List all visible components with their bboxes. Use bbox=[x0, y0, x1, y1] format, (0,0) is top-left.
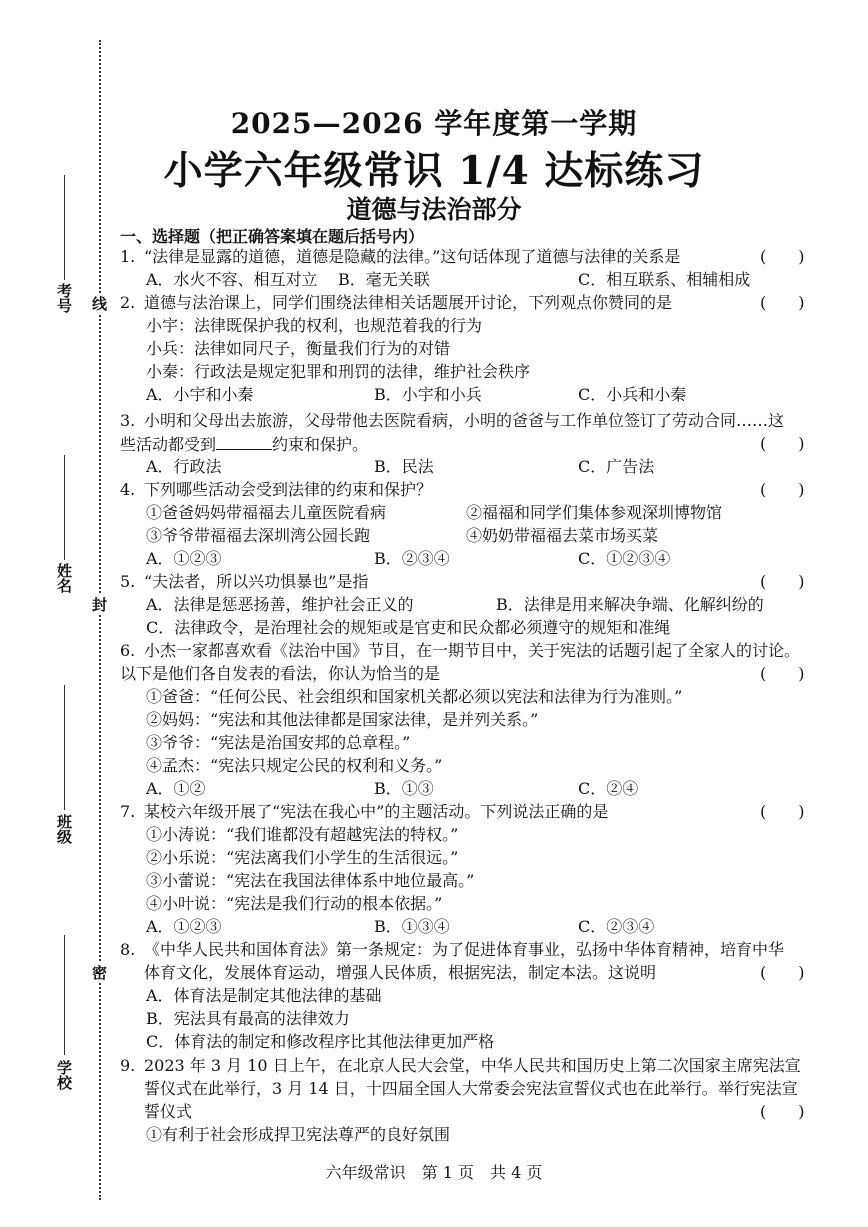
answer-paren[interactable]: ( ) bbox=[760, 572, 805, 591]
question-stem-part: 些活动都受到 bbox=[120, 435, 217, 454]
option-b: B．①③④ bbox=[374, 917, 450, 936]
question-stem: 小杰一家都喜欢看《法治中国》节目，在一期节目中，关于宪法的话题引起了全家人的讨论。 bbox=[144, 641, 801, 660]
statement-line: 小宇：法律既保护我的权利，也规范着我的行为 bbox=[146, 316, 483, 335]
answer-paren[interactable]: ( ) bbox=[760, 480, 805, 499]
option-a: A．法律是惩恶扬善，维护社会正义的 bbox=[146, 595, 414, 614]
answer-paren[interactable]: ( ) bbox=[760, 293, 805, 312]
option-a: A．①② bbox=[146, 779, 206, 798]
statement-line: ④孟杰：“宪法只规定公民的权利和义务。” bbox=[146, 756, 443, 775]
option-c: C．体育法的制定和修改程序比其他法律更加严格 bbox=[146, 1032, 495, 1051]
label-school: 学校 bbox=[55, 1060, 73, 1090]
answer-paren[interactable]: ( ) bbox=[760, 963, 805, 982]
question-7 bbox=[120, 800, 820, 938]
option-c: C．②④ bbox=[578, 779, 639, 798]
school-line bbox=[64, 935, 65, 1055]
statement-line: ③小蕾说：“宪法在我国法律体系中地位最高。” bbox=[146, 871, 475, 890]
statement-line: ③爷爷：“宪法是治国安邦的总章程。” bbox=[146, 733, 411, 752]
question-number: 1. bbox=[120, 247, 136, 266]
seal-mark-seal: 封 bbox=[92, 596, 108, 614]
option-c: C．广告法 bbox=[578, 457, 655, 476]
question-5 bbox=[120, 570, 820, 639]
question-stem-part: 约束和保护。 bbox=[272, 435, 369, 454]
option-c: C．小兵和小秦 bbox=[578, 385, 687, 404]
label-class: 班级 bbox=[55, 814, 73, 844]
statement-line: 小秦：行政法是规定犯罪和刑罚的法律，维护社会秩序 bbox=[146, 362, 531, 381]
statement-line: ④小叶说：“宪法是我们行动的根本依据。” bbox=[146, 894, 443, 913]
exam-subtitle: 道德与法治部分 bbox=[346, 195, 522, 224]
option-b: B．宪法具有最高的法律效力 bbox=[146, 1009, 350, 1028]
option-b: B．①③ bbox=[374, 779, 434, 798]
question-number: 9. bbox=[120, 1056, 136, 1075]
question-stem: 《中华人民共和国体育法》第一条规定：为了促进体育事业，弘扬中华体育精神，培育中华 bbox=[144, 940, 785, 959]
label-exam-number: 考号 bbox=[55, 283, 73, 313]
activity-item: ③爷爷带福福去深圳湾公园长跑 bbox=[146, 526, 371, 545]
question-stem: 誓仪式 bbox=[144, 1102, 193, 1121]
option-b: B．法律是用来解决争端、化解纠纷的 bbox=[496, 595, 764, 614]
statement-line: 小兵：法律如同尺子，衡量我们行为的对错 bbox=[146, 339, 451, 358]
answer-paren[interactable]: ( ) bbox=[760, 664, 805, 683]
label-name: 姓名 bbox=[55, 563, 73, 593]
question-number: 8. bbox=[120, 940, 136, 959]
activity-item: ④奶奶带福福去菜市场买菜 bbox=[466, 526, 659, 545]
question-number: 5. bbox=[120, 572, 136, 591]
option-b: B．毫无关联 bbox=[338, 270, 430, 289]
exam-title: 小学六年级常识 1/4 达标练习 bbox=[163, 148, 705, 194]
question-stem: 小明和父母出去旅游，父母带他去医院看病，小明的爸爸与工作单位签订了劳动合同……这 bbox=[144, 411, 785, 430]
question-9 bbox=[120, 1054, 820, 1146]
question-stem: 某校六年级开展了“宪法在我心中”的主题活动。下列说法正确的是 bbox=[144, 802, 609, 821]
question-stem: 2023 年 3 月 10 日上午，在北京人民大会堂，中华人民共和国历史上第二次国家主席宪法宣 bbox=[144, 1056, 801, 1075]
page-footer: 六年级常识 第 1 页 共 4 页 bbox=[325, 1163, 543, 1182]
name-line bbox=[64, 455, 65, 560]
question-number: 7. bbox=[120, 802, 136, 821]
question-6 bbox=[120, 639, 820, 800]
activity-item: ①爸爸妈妈带福福去儿童医院看病 bbox=[146, 503, 387, 522]
question-stem: 下列哪些活动会受到法律的约束和保护？ bbox=[144, 480, 433, 499]
option-b: B．小宇和小兵 bbox=[374, 385, 482, 404]
fill-blank[interactable] bbox=[216, 432, 272, 450]
statement-line: ②妈妈：“宪法和其他法律都是国家法律，是并列关系。” bbox=[146, 710, 539, 729]
option-a: A．①②③ bbox=[146, 549, 222, 568]
answer-paren[interactable]: ( ) bbox=[760, 434, 805, 453]
option-a: A．小宇和小秦 bbox=[146, 385, 254, 404]
option-c: C．①②③④ bbox=[578, 549, 671, 568]
option-b: B．②③④ bbox=[374, 549, 450, 568]
question-number: 3. bbox=[120, 411, 136, 430]
class-line bbox=[64, 685, 65, 810]
answer-paren[interactable]: ( ) bbox=[760, 802, 805, 821]
option-c: C．法律政令，是治理社会的规矩或是官吏和民众都必须遵守的规矩和准绳 bbox=[146, 618, 671, 637]
statement-line: ①爸爸：“任何公民、社会组织和国家机关都必须以宪法和法律为行为准则。” bbox=[146, 687, 683, 706]
answer-paren[interactable]: ( ) bbox=[760, 247, 805, 266]
seal-mark-line: 线 bbox=[92, 295, 108, 313]
question-3 bbox=[120, 409, 820, 478]
statement-line: ①有利于社会形成捍卫宪法尊严的良好氛围 bbox=[146, 1125, 451, 1144]
option-c: C．②③④ bbox=[578, 917, 655, 936]
option-a: A．体育法是制定其他法律的基础 bbox=[146, 986, 382, 1005]
term-title: 2025—2026 学年度第一学期 bbox=[230, 107, 638, 140]
option-c: C．相互联系、相辅相成 bbox=[578, 270, 751, 289]
seal-mark-secret: 密 bbox=[92, 964, 108, 982]
option-b: B．民法 bbox=[374, 457, 434, 476]
question-stem: 以下是他们各自发表的看法，你认为恰当的是 bbox=[120, 664, 441, 683]
section-heading: 一、选择题（把正确答案填在题后括号内） bbox=[120, 227, 425, 246]
question-number: 4. bbox=[120, 480, 136, 499]
question-stem: “法律是显露的道德，道德是隐藏的法律。”这句话体现了道德与法律的关系是 bbox=[144, 247, 681, 266]
question-stem: 道德与法治课上，同学们围绕法律相关话题展开讨论，下列观点你赞同的是 bbox=[144, 293, 673, 312]
option-a: A．①②③ bbox=[146, 917, 222, 936]
question-number: 6. bbox=[120, 641, 136, 660]
question-number: 2. bbox=[120, 293, 136, 312]
statement-line: ①小涛说：“我们谁都没有超越宪法的特权。” bbox=[146, 825, 459, 844]
question-1 bbox=[120, 245, 820, 291]
statement-line: ②小乐说：“宪法离我们小学生的生活很远。” bbox=[146, 848, 459, 867]
question-stem: 体育文化，发展体育运动，增强人民体质，根据宪法，制定本法。这说明 bbox=[144, 963, 657, 982]
question-stem: 誓仪式在此举行，3 月 14 日，十四届全国人大常委会宪法宣誓仪式也在此举行。举行宪法宣 bbox=[144, 1079, 798, 1098]
question-8 bbox=[120, 938, 820, 1053]
question-stem: “夫法者，所以兴功惧暴也”是指 bbox=[144, 572, 369, 591]
answer-paren[interactable]: ( ) bbox=[760, 1102, 805, 1121]
question-2 bbox=[120, 291, 820, 406]
option-a: A．水火不容、相互对立 bbox=[146, 270, 318, 289]
question-4 bbox=[120, 478, 820, 570]
option-a: A．行政法 bbox=[146, 457, 222, 476]
activity-item: ②福福和同学们集体参观深圳博物馆 bbox=[466, 503, 723, 522]
